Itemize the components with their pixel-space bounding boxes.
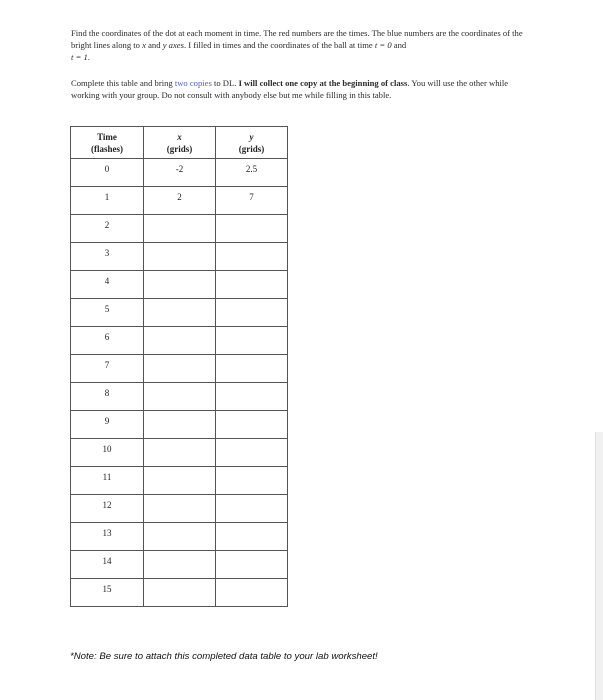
table-row <box>71 299 288 327</box>
cell-time[interactable]: 15 <box>71 579 144 607</box>
footer-note: *Note: Be sure to attach this completed data table to your lab worksheet! <box>70 651 378 662</box>
cell-x[interactable] <box>144 439 216 467</box>
cell-time[interactable]: 7 <box>71 355 144 383</box>
cell-time[interactable]: 11 <box>71 467 144 495</box>
cell-y[interactable] <box>216 523 288 551</box>
table-row <box>71 327 288 355</box>
cell-time[interactable]: 12 <box>71 495 144 523</box>
cell-x[interactable] <box>144 327 216 355</box>
table-row <box>71 579 288 607</box>
cell-y[interactable] <box>216 271 288 299</box>
cell-y[interactable]: 2.5 <box>216 159 288 187</box>
header-x <box>144 127 216 159</box>
cell-time[interactable]: 13 <box>71 523 144 551</box>
cell-time[interactable]: 8 <box>71 383 144 411</box>
cell-time[interactable]: 4 <box>71 271 144 299</box>
cell-time[interactable]: 10 <box>71 439 144 467</box>
time-zero: t = 0 <box>374 40 392 50</box>
header-line: (flashes) <box>91 143 123 154</box>
two-copies-highlight: two copies <box>174 78 212 88</box>
cell-x[interactable] <box>144 271 216 299</box>
cell-x[interactable] <box>144 579 216 607</box>
table-row <box>71 159 288 187</box>
cell-time[interactable]: 1 <box>71 187 144 215</box>
cell-x[interactable] <box>144 215 216 243</box>
text-run: and <box>391 40 407 50</box>
cell-x[interactable] <box>144 299 216 327</box>
cell-y[interactable] <box>216 411 288 439</box>
header-line: (grids) <box>238 143 265 154</box>
header-line: x <box>177 131 182 142</box>
table-row <box>71 439 288 467</box>
instructions-paragraph-1 <box>71 27 531 63</box>
cell-x[interactable] <box>144 383 216 411</box>
table-row <box>71 355 288 383</box>
cell-x[interactable] <box>144 523 216 551</box>
cell-y[interactable] <box>216 215 288 243</box>
instructions-paragraph-2 <box>71 77 531 101</box>
cell-x[interactable] <box>144 355 216 383</box>
var-x: x <box>142 40 146 50</box>
cell-x[interactable] <box>144 411 216 439</box>
cell-time[interactable]: 5 <box>71 299 144 327</box>
table-row <box>71 383 288 411</box>
header-line: (grids) <box>166 143 193 154</box>
text-run: Find the coordinates of the dot at each moment in time. The red numbers are the times. The blue numbers are the coordinates of the bright lines along to <box>71 28 523 50</box>
header-time <box>71 127 144 159</box>
cell-x[interactable] <box>144 243 216 271</box>
cell-time[interactable]: 0 <box>71 159 144 187</box>
var-y: y <box>162 40 167 50</box>
table-row <box>71 215 288 243</box>
cell-y[interactable] <box>216 383 288 411</box>
header-line: Time <box>97 131 117 142</box>
cell-time[interactable]: 9 <box>71 411 144 439</box>
cell-time[interactable]: 6 <box>71 327 144 355</box>
text-run: Complete this table and bring <box>71 78 175 88</box>
text-run: . You will use the other while working with your group. Do not consult with anybody else but me while filling in this table. <box>71 78 509 100</box>
table-row <box>71 243 288 271</box>
table-row <box>71 271 288 299</box>
cell-y[interactable] <box>216 551 288 579</box>
cell-y[interactable] <box>216 299 288 327</box>
cell-time[interactable]: 2 <box>71 215 144 243</box>
text-run: and <box>145 40 163 50</box>
time-one: t = 1 <box>71 52 88 62</box>
cell-x[interactable] <box>144 551 216 579</box>
cell-y[interactable] <box>216 579 288 607</box>
cell-y[interactable] <box>216 439 288 467</box>
table-row <box>71 187 288 215</box>
table-row <box>71 411 288 439</box>
table-row <box>71 495 288 523</box>
table-row <box>71 467 288 495</box>
cell-y[interactable] <box>216 327 288 355</box>
cell-x[interactable] <box>144 495 216 523</box>
cell-y[interactable] <box>216 467 288 495</box>
cell-x[interactable] <box>144 467 216 495</box>
cell-time[interactable]: 14 <box>71 551 144 579</box>
cell-x[interactable]: 2 <box>144 187 216 215</box>
table-row <box>71 523 288 551</box>
text-run: to DL. <box>211 78 239 88</box>
cell-y[interactable] <box>216 495 288 523</box>
text-run: . I filled in times and the coordinates of the ball at time <box>183 40 375 50</box>
text-axes: axes <box>166 40 184 50</box>
cell-y[interactable]: 7 <box>216 187 288 215</box>
collect-copy-emphasis: I will collect one copy at the beginning of class <box>238 78 408 88</box>
table-body <box>71 159 288 607</box>
cell-time[interactable]: 3 <box>71 243 144 271</box>
cell-y[interactable] <box>216 243 288 271</box>
table-header-row <box>71 127 288 159</box>
header-y <box>216 127 288 159</box>
cell-y[interactable] <box>216 355 288 383</box>
scrollbar[interactable] <box>595 432 603 700</box>
text-run: . <box>87 52 90 62</box>
data-table <box>70 126 288 607</box>
table-row <box>71 551 288 579</box>
header-line: y <box>249 131 254 142</box>
cell-x[interactable]: -2 <box>144 159 216 187</box>
